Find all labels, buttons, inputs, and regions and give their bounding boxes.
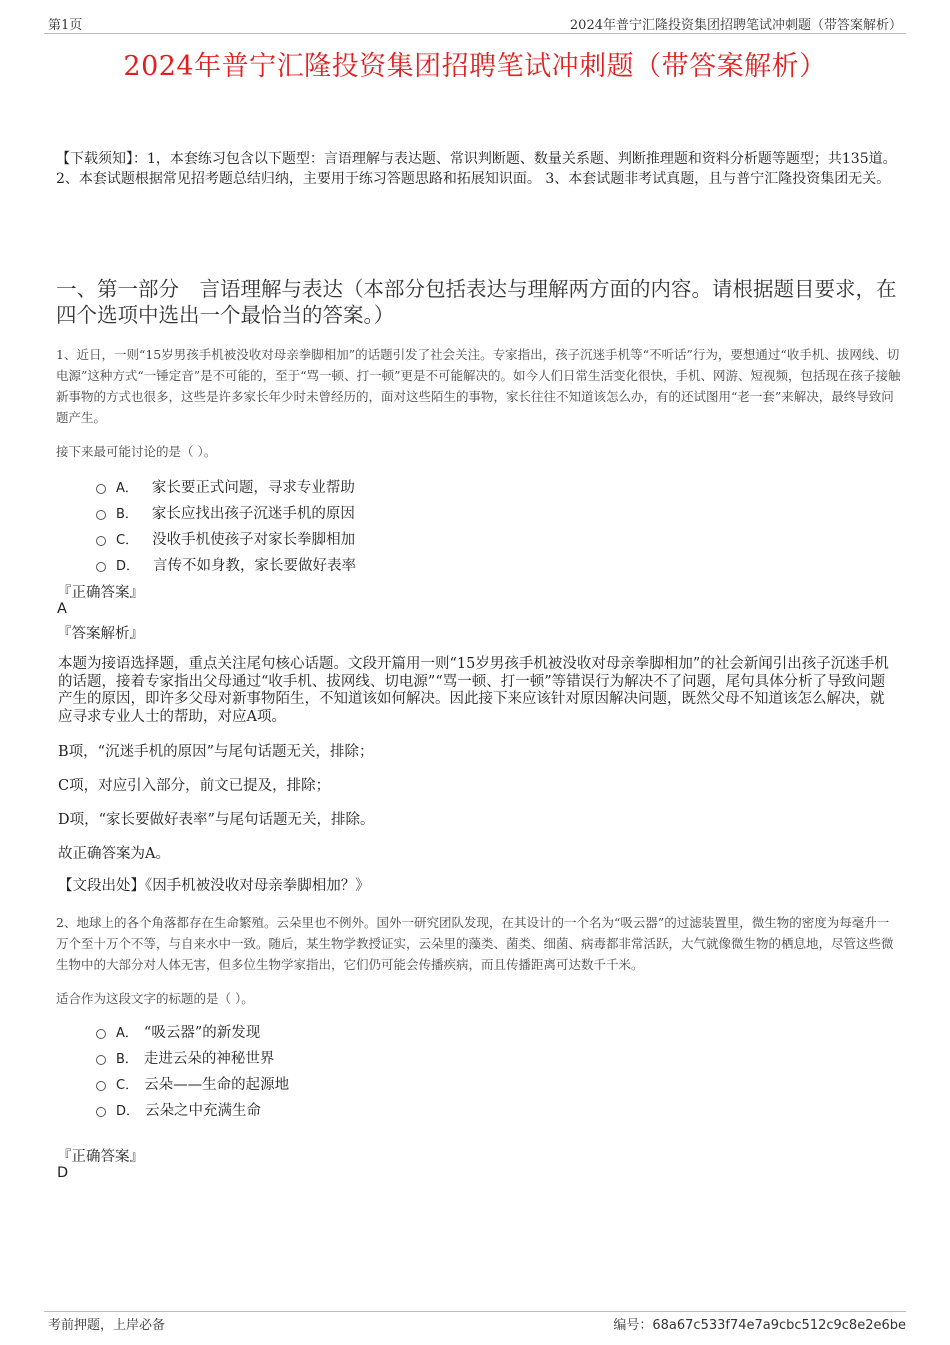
radio-icon[interactable]: [96, 536, 106, 546]
option-b[interactable]: [96, 499, 356, 525]
option-c[interactable]: [96, 1070, 289, 1096]
option-text: “吸云器”的新发现: [143, 1024, 261, 1041]
passage-source: 【文段出处】《因手机被没收对母亲拳脚相加？》: [58, 878, 370, 894]
radio-icon[interactable]: [96, 1107, 106, 1117]
footer-divider: [44, 1311, 906, 1312]
question-1-options: [96, 473, 356, 577]
option-b[interactable]: [96, 1044, 289, 1070]
question-2-options: [96, 1018, 289, 1122]
radio-icon[interactable]: [96, 510, 106, 520]
option-letter: D．: [116, 1103, 140, 1119]
option-letter: A．: [116, 1025, 138, 1041]
analysis-d-note: D项，“家长要做好表率”与尾句话题无关，排除。: [58, 812, 375, 828]
footer-code-value: 68a67c533f74e7a9cbc512c9c8e2e6be: [652, 1318, 906, 1333]
analysis-conclusion: 故正确答案为A。: [58, 846, 170, 862]
option-c[interactable]: [96, 525, 356, 551]
option-letter: C．: [116, 532, 139, 548]
radio-icon[interactable]: [96, 1055, 106, 1065]
page-title: 2024年普宁汇隆投资集团招聘笔试冲刺题（带答案解析）: [123, 51, 827, 82]
header-doc-title: 2024年普宁汇隆投资集团招聘笔试冲刺题（带答案解析）: [569, 18, 902, 33]
option-text: 家长应找出孩子沉迷手机的原因: [151, 505, 355, 522]
correct-answer: A: [57, 601, 67, 617]
option-text: 云朵——生命的起源地: [144, 1076, 290, 1093]
analysis-c-note: C项，对应引入部分，前文已提及，排除；: [58, 778, 331, 794]
option-letter: A．: [116, 480, 138, 496]
option-letter: B．: [116, 506, 138, 522]
footer-code-label: 编号：: [613, 1318, 653, 1333]
option-letter: D．: [116, 558, 140, 574]
question-1-stem: 1、近日，一则“15岁男孩手机被没收对母亲拳脚相加”的话题引发了社会关注。专家指出，孩子沉迷手机等“不听话”行为，要想通过“收手机、拔网线、切电源”这种方式“一锤定音”是不可能的，至于“骂一顿、打一顿”更是不可能解决的。如今人们日常生活变化很快，手机、网游、短视频，包括现在孩子接触新事物的方式也很多，这些是许多家长年少时未曾经历的，面对这些陌生的事物，家长往往不知道该怎么办，有的还试图用“老一套”来解决，最终导致问题产生。: [56, 347, 901, 425]
option-text: 言传不如身教，家长要做好表率: [153, 557, 357, 574]
radio-icon[interactable]: [96, 1081, 106, 1091]
correct-answer-label: 『正确答案』: [57, 1149, 144, 1165]
analysis-label: 『答案解析』: [57, 626, 144, 642]
question-2-prompt: 适合作为这段文字的标题的是（ ）。: [56, 991, 254, 1006]
question-2-stem: 2、地球上的各个角落都存在生命繁殖。云朵里也不例外。国外一研究团队发现，在其设计的一个名为“吸云器”的过滤装置里，微生物的密度为每毫升一万个至十万个不等，与自来水中一致。随后，某生物学教授证实，云朵里的藻类、菌类、细菌、病毒都非常活跃，大气就像微生物的栖息地，尽管这些微生物中的大部分对人体无害，但多位生物学家指出，它们仍可能会传播疾病，而且传播距离可达数千千米。: [56, 915, 894, 972]
option-text: 没收手机使孩子对家长拳脚相加: [152, 531, 356, 548]
analysis-text: 本题为接语选择题，重点关注尾句核心话题。文段开篇用一则“15岁男孩手机被没收对母亲拳脚相加”的社会新闻引出孩子沉迷手机的话题，接着专家指出父母通过“收手机、拔网线、切电源”“骂一顿、打一顿”等错误行为解决不了问题，尾句具体分析了导致问题产生的原因，即许多父母对新事物陌生，不知道该如何解决。因此接下来应该针对原因解决问题，既然父母不知道该怎么解决，就应寻求专业人士的帮助，对应A项。: [58, 656, 889, 725]
question-1-prompt: 接下来最可能讨论的是（ ）。: [56, 444, 217, 459]
option-a[interactable]: [96, 473, 356, 499]
header-divider: [44, 33, 906, 34]
correct-answer-label: 『正确答案』: [57, 585, 144, 601]
option-d[interactable]: [96, 551, 356, 577]
option-a[interactable]: [96, 1018, 289, 1044]
section-heading: 一、第一部分 言语理解与表达（本部分包括表达与理解两方面的内容。请根据题目要求，在四个选项中选出一个最恰当的答案。）: [56, 277, 897, 327]
radio-icon[interactable]: [96, 1029, 106, 1039]
option-text: 家长要正式问题，寻求专业帮助: [151, 479, 355, 496]
correct-answer: D: [57, 1165, 69, 1181]
radio-icon[interactable]: [96, 484, 106, 494]
download-notice: 【下载须知】：1，本套练习包含以下题型：言语理解与表达题、常识判断题、数量关系题、判断推理题和资料分析题等题型；共135道。 2、本套试题根据常见招考题总结归纳，主要用于练习答题思路和拓展知识面。 3、本套试题非考试真题，且与普宁汇隆投资集团无关。: [56, 151, 897, 187]
option-letter: B．: [116, 1051, 138, 1067]
footer-slogan: 考前押题，上岸必备: [48, 1318, 166, 1333]
analysis-b-note: B项，“沉迷手机的原因”与尾句话题无关，排除；: [58, 744, 374, 760]
radio-icon[interactable]: [96, 562, 106, 572]
option-letter: C．: [116, 1077, 139, 1093]
footer-code: [613, 1314, 906, 1333]
page-number: 第1页: [48, 18, 83, 33]
option-text: 云朵之中充满生命: [145, 1102, 262, 1119]
option-text: 走进云朵的神秘世界: [143, 1050, 275, 1067]
option-d[interactable]: [96, 1096, 289, 1122]
